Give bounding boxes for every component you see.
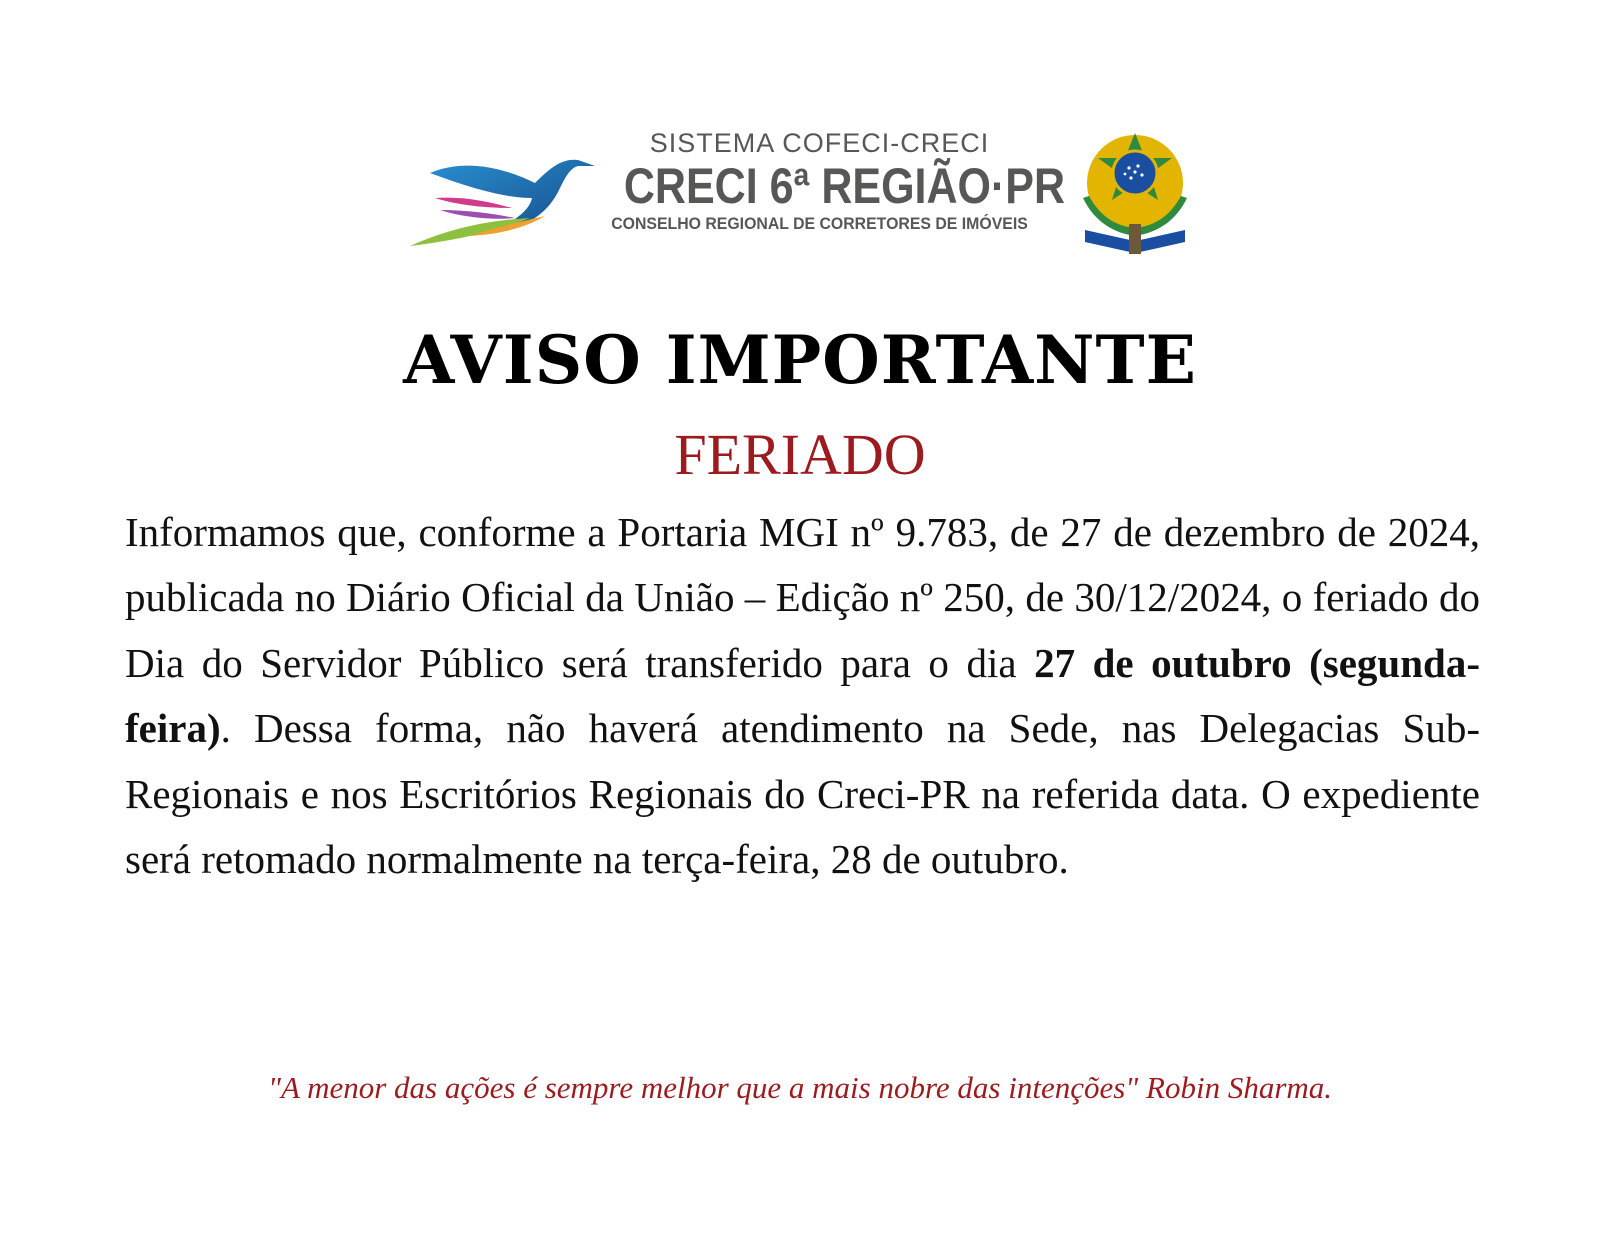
notice-quote: "A menor das ações é sempre melhor que a mais nobre das intenções" Robin Sharma. [267,1070,1333,1105]
brazil-coat-of-arms-icon [1075,128,1195,258]
notice-title: AVISO IMPORTANTE [403,321,1197,399]
logo-system-name: SISTEMA COFECI-CRECI [649,128,990,158]
header-logo-area [0,118,1600,258]
logo-creci-name: CRECI 6ª REGIÃO·PR [623,158,1066,214]
logo-council-name: CONSELHO REGIONAL DE CORRETORES DE IMÓVEIS [611,215,1028,233]
notice-body-date: 27 de outubro (segunda-feira) [125,639,1480,752]
notice-body-part2: . Dessa forma, não haverá atendimento na Sede, nas Delegacias Sub-Regionais e nos Escritórios Regionais do Creci-PR na referida data. O expediente será retomado normalmente na terça-feira, 28 de outubro. [125,705,1480,883]
notice-body [125,500,1480,892]
notice-body-part1: Informamos que, conforme a Portaria MGI nº 9.783, de 27 de dezembro de 2024, publicada no Diário Oficial da União – Edição nº 250, de 30/12/2024, o feriado do Dia do Servidor Público será transferido para o dia [125,509,1480,686]
hummingbird-icon [410,138,600,248]
notice-subtitle: FERIADO [674,422,926,487]
creci-logo-text [592,128,1066,234]
